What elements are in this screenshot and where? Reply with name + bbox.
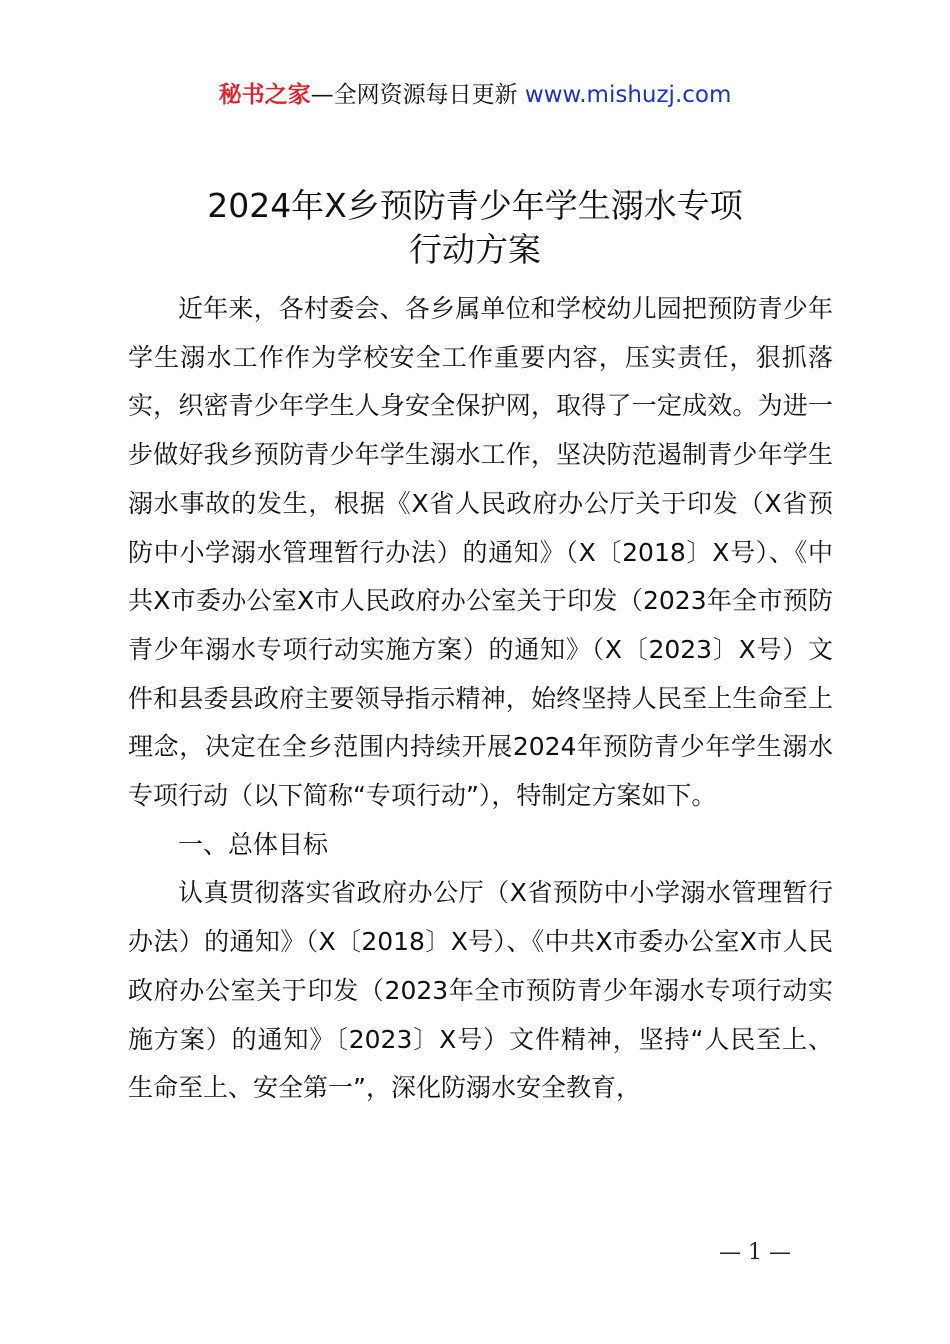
site-header (0, 80, 950, 110)
paragraph-goal: 认真贯彻落实省政府办公厅（X省预防中小学溺水管理暂行办法）的通知》（X〔2018〕X号）、《中共X市委办公室X市人民政府办公室关于印发（2023年全市预防青少年溺水专项行动实施方案）的通知》〔2023〕X号）文件精神，坚持“人民至上、生命至上、安全第一”，深化防溺水安全教育， (128, 878, 833, 1103)
section-heading: 一、总体目标 (178, 829, 329, 859)
document-body (128, 285, 833, 1113)
site-url-link[interactable]: www.mishuzj.com (524, 82, 732, 108)
page-number: — 1 — (719, 1240, 791, 1265)
title-line-1: 2024年X乡预防青少年学生溺水专项 (207, 186, 743, 225)
site-brand: 秘书之家 (218, 82, 311, 108)
document-title (0, 184, 950, 272)
paragraph-intro: 近年来，各村委会、各乡属单位和学校幼儿园把预防青少年学生溺水工作作为学校安全工作重要内容，压实责任，狠抓落实，织密青少年学生人身安全保护网，取得了一定成效。为进一步做好我乡预防青少年学生溺水工作，坚决防范遏制青少年学生溺水事故的发生，根据《X省人民政府办公厅关于印发（X省预防中小学溺水管理暂行办法）的通知》（X〔2018〕X号）、《中共X市委办公室X市人民政府办公室关于印发（2023年全市预防青少年溺水专项行动实施方案）的通知》（X〔2023〕X号）文件和县委县政府主要领导指示精神，始终坚持人民至上生命至上理念，决定在全乡范围内持续开展2024年预防青少年学生溺水专项行动（以下简称“专项行动”），特制定方案如下。 (128, 294, 833, 811)
title-line-2: 行动方案 (409, 230, 541, 269)
site-tagline: —全网资源每日更新 (310, 82, 518, 108)
